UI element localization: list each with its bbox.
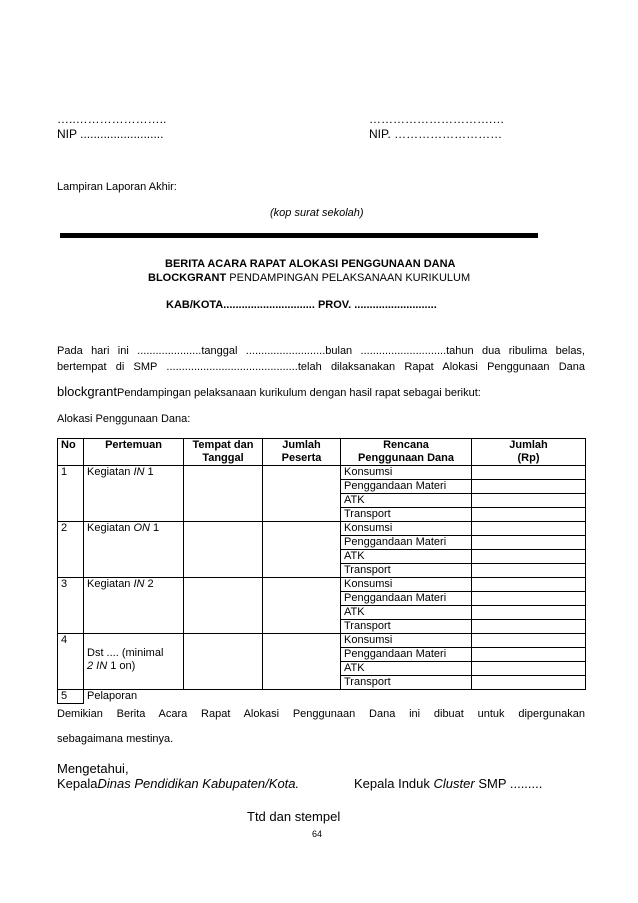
left-signature-dots: …..………………….. <box>57 112 167 126</box>
row-meeting: Kegiatan IN 1 <box>84 466 184 522</box>
letterhead-divider <box>60 233 538 238</box>
header-place-date <box>184 439 263 466</box>
header-plan-line-2: Penggunaan Dana <box>358 452 454 464</box>
row-item: Transport <box>341 620 472 634</box>
intro-line-3-rest: Pendampingan pelaksanaan kurikulum dengan hasil rapat sebagai berikut: <box>116 387 481 399</box>
letterhead-placeholder: (kop surat sekolah) <box>270 207 364 219</box>
title-blockgrant: BLOCKGRANT <box>148 272 227 284</box>
intro-line-1: Pada hari ini .....................tanggal ..........................bulan ............................tahun dua ribulima belas, <box>57 345 585 357</box>
row-amount <box>472 620 586 634</box>
attachment-label: Lampiran Laporan Akhir: <box>57 181 177 193</box>
row-place <box>184 634 263 690</box>
sign-stamp-label: Ttd dan stempel <box>247 809 341 824</box>
closing-line-2: sebagaimana mestinya. <box>57 733 174 745</box>
intro-blockgrant-word: blockgrant <box>57 384 117 399</box>
row-meeting: Kegiatan ON 1 <box>84 522 184 578</box>
header-place-line-2: Tanggal <box>202 452 244 464</box>
intro-line-3 <box>57 384 481 399</box>
table-row <box>58 690 586 704</box>
right-nip: NIP. ……………………… <box>369 127 503 141</box>
row-item: Konsumsi <box>341 466 472 480</box>
table-row <box>58 522 586 536</box>
row-item: Penggandaan Materi <box>341 480 472 494</box>
cluster-head-label: Kepala Induk Cluster SMP ......... <box>354 776 543 791</box>
table-row <box>58 634 586 648</box>
title-line-3: KAB/KOTA.............................. PROV. ........................... <box>166 299 437 311</box>
title-line-2-rest: PENDAMPINGAN PELAKSANAAN KURIKULUM <box>226 272 471 284</box>
row-item: Transport <box>341 676 472 690</box>
table-row <box>58 578 586 592</box>
row-amount <box>472 536 586 550</box>
page-number: 64 <box>312 829 323 839</box>
row-item: Transport <box>341 564 472 578</box>
row-amount <box>472 494 586 508</box>
row-item: ATK <box>341 494 472 508</box>
header-participants-line-1: Jumlah <box>282 439 321 451</box>
row-amount <box>472 578 586 592</box>
row-participants <box>263 634 341 690</box>
header-no: No <box>58 439 84 466</box>
closing-line-1: Demikian Berita Acara Rapat Alokasi Penggunaan Dana ini dibuat untuk dipergunakan <box>57 708 585 720</box>
head-office-label: KepalaDinas Pendidikan Kabupaten/Kota. <box>57 776 300 791</box>
row-item: Transport <box>341 508 472 522</box>
title-line-1: BERITA ACARA RAPAT ALOKASI PENGGUNAAN DANA <box>165 258 456 270</box>
header-plan <box>341 439 472 466</box>
row-meeting: Kegiatan IN 2 <box>84 578 184 634</box>
row-item: Penggandaan Materi <box>341 536 472 550</box>
row-participants <box>263 466 341 522</box>
table-row <box>58 466 586 480</box>
row-no: 2 <box>58 522 84 578</box>
row-place <box>184 466 263 522</box>
row-amount <box>472 466 586 480</box>
row-item: Konsumsi <box>341 522 472 536</box>
header-amount-line-1: Jumlah <box>509 439 548 451</box>
row-no: 5 <box>58 690 84 704</box>
row-amount <box>472 508 586 522</box>
row-amount <box>472 648 586 662</box>
header-amount-line-2: (Rp) <box>517 452 540 464</box>
row-amount <box>472 592 586 606</box>
row-amount <box>472 564 586 578</box>
header-participants <box>263 439 341 466</box>
row-participants <box>263 578 341 634</box>
header-participants-line-2: Peserta <box>281 452 322 464</box>
row-item: ATK <box>341 606 472 620</box>
allocation-table <box>57 438 586 704</box>
table-header-row <box>58 439 586 466</box>
row-item: Penggandaan Materi <box>341 592 472 606</box>
row-amount <box>472 480 586 494</box>
row-amount <box>472 550 586 564</box>
left-nip: NIP ......................... <box>57 127 164 141</box>
row-amount <box>472 634 586 648</box>
row-amount <box>472 676 586 690</box>
row-item: Konsumsi <box>341 634 472 648</box>
row-meeting: Dst .... (minimal 2 IN 1 on) <box>84 634 184 690</box>
title-line-2 <box>148 272 470 284</box>
row-place <box>184 578 263 634</box>
row-participants <box>263 522 341 578</box>
row-no: 3 <box>58 578 84 634</box>
intro-line-2: bertempat di SMP ...........................................telah dilaksanakan Rapat Alokasi Penggunaan Dana <box>57 361 585 373</box>
header-plan-line-1: Rencana <box>383 439 429 451</box>
row-amount <box>472 522 586 536</box>
row-amount <box>472 662 586 676</box>
row-no: 4 <box>58 634 84 690</box>
right-signature-dots: ………………………….… <box>369 112 505 126</box>
row-place <box>184 522 263 578</box>
header-amount <box>472 439 586 466</box>
header-place-line-1: Tempat dan <box>192 439 254 451</box>
row-item: Penggandaan Materi <box>341 648 472 662</box>
allocation-label: Alokasi Penggunaan Dana: <box>57 413 191 425</box>
row-amount <box>472 606 586 620</box>
row-no: 1 <box>58 466 84 522</box>
acknowledged-label: Mengetahui, <box>57 761 129 776</box>
header-meeting: Pertemuan <box>84 439 184 466</box>
row-item: Konsumsi <box>341 578 472 592</box>
row-item: ATK <box>341 550 472 564</box>
row-item: ATK <box>341 662 472 676</box>
row-meeting: Pelaporan <box>84 690 586 704</box>
